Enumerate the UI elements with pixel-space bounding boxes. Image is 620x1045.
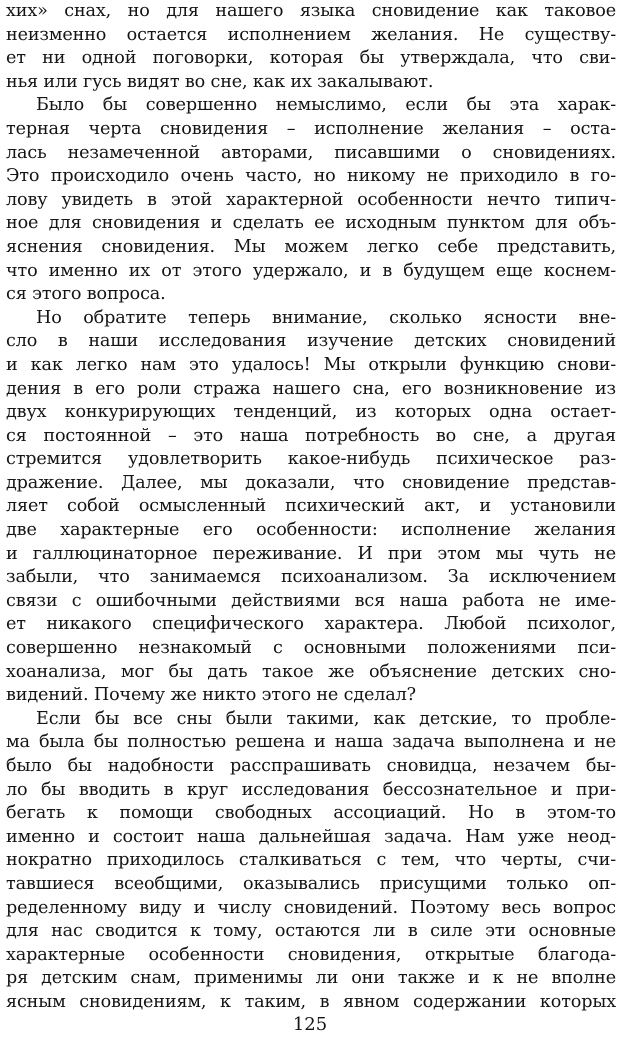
page-number: 125 <box>292 1014 328 1035</box>
text-line: и галлюцинаторное переживание. И при этом мы чуть не <box>6 543 616 564</box>
paragraph-4 <box>6 708 616 1015</box>
text-line: сло в наши исследования изучение детских сновидений <box>6 331 616 352</box>
text-line: дражение. Далее, мы доказали, что сновидение представ- <box>6 472 616 493</box>
text-line: совершенно незнакомый с основными положениями пси- <box>6 638 616 659</box>
text-line: хоанализа, мог бы дать такое же объяснение детских сно- <box>6 661 616 682</box>
text-line: две характерные его особенности: исполнение желания <box>6 520 616 541</box>
text-line: лову увидеть в этой характерной особенности нечто типич- <box>6 189 616 210</box>
paragraph-1 <box>6 0 616 94</box>
text-line: бегать к помощи свободных ассоциаций. Но в этом-то <box>6 803 616 824</box>
text-line: стремится удовлетворить какое-нибудь психическое раз- <box>6 449 616 470</box>
text-line: ределенному виду и числу сновидений. Поэтому весь вопрос <box>6 897 616 918</box>
text-line: дения в его роли стража нашего сна, его возникновение из <box>6 378 616 399</box>
text-line: нократно приходилось сталкиваться с тем, что черты, счи- <box>6 850 616 871</box>
text-line: ет ни одной поговорки, которая бы утверждала, что сви- <box>6 48 616 69</box>
text-line: именно и состоит наша дальнейшая задача. Нам уже неод- <box>6 826 616 847</box>
text-line: что именно их от этого удержало, и в будущем еще коснем- <box>6 260 616 281</box>
text-line: лась незамеченной авторами, писавшими о сновидениях. <box>6 142 616 163</box>
body-text <box>6 0 616 1015</box>
text-line: видений. Почему же никто этого не сделал? <box>6 685 416 706</box>
text-line: двух конкурирующих тенденций, из которых одна остает- <box>6 402 616 423</box>
text-line: и как легко нам это удалось! Мы открыли функцию снови- <box>6 354 616 375</box>
paragraph-2 <box>6 94 616 306</box>
text-line: характерные особенности сновидения, открытые благода- <box>6 944 616 965</box>
text-line: ся постоянной – это наша потребность во сне, а другая <box>6 425 616 446</box>
text-line: яснения сновидения. Мы можем легко себе представить, <box>6 236 616 257</box>
text-line: Если бы все сны были такими, как детские, то пробле- <box>36 708 616 729</box>
paragraph-3 <box>6 307 616 708</box>
text-line: было бы надобности расспрашивать сновидца, незачем бы- <box>6 756 616 776</box>
text-line: для нас сводится к тому, остаются ли в силе эти основные <box>6 921 616 942</box>
text-line: ное для сновидения и сделать ее исходным пунктом для объ- <box>6 213 616 234</box>
text-line: ма была бы полностью решена и наша задача выполнена и не <box>6 732 616 753</box>
text-line: Это происходило очень часто, но никому не приходило в го- <box>6 166 616 187</box>
text-line: забыли, что занимаемся психоанализом. За исключением <box>6 567 616 588</box>
text-line: хих» снах, но для нашего языка сновидение как таковое <box>6 1 616 21</box>
text-line: нья или гусь видят во сне, как их закалывают. <box>6 71 434 92</box>
text-line: ря детским снам, применимы ли они также и к не вполне <box>6 968 616 989</box>
text-line: терная черта сновидения – исполнение желания – оста- <box>6 118 616 139</box>
text-line: ет никакого специфического характера. Любой психолог, <box>6 614 616 635</box>
text-line: тавшиеся всеобщими, оказывались присущими только оп- <box>6 873 616 894</box>
text-line: неизменно остается исполнением желания. Не существу- <box>6 24 616 45</box>
text-line: Но обратите теперь внимание, сколько ясности вне- <box>36 307 616 328</box>
text-line: связи с ошибочными действиями вся наша работа не име- <box>6 590 616 611</box>
text-line: ло бы вводить в круг исследования бессознательное и при- <box>6 779 616 800</box>
text-line: Было бы совершенно немыслимо, если бы эта харак- <box>36 95 616 116</box>
text-line: ся этого вопроса. <box>6 284 166 305</box>
text-line: ясным сновидениям, к таким, в явном содержании которых <box>6 991 616 1012</box>
text-line: ляет собой осмысленный психический акт, и установили <box>6 496 616 517</box>
